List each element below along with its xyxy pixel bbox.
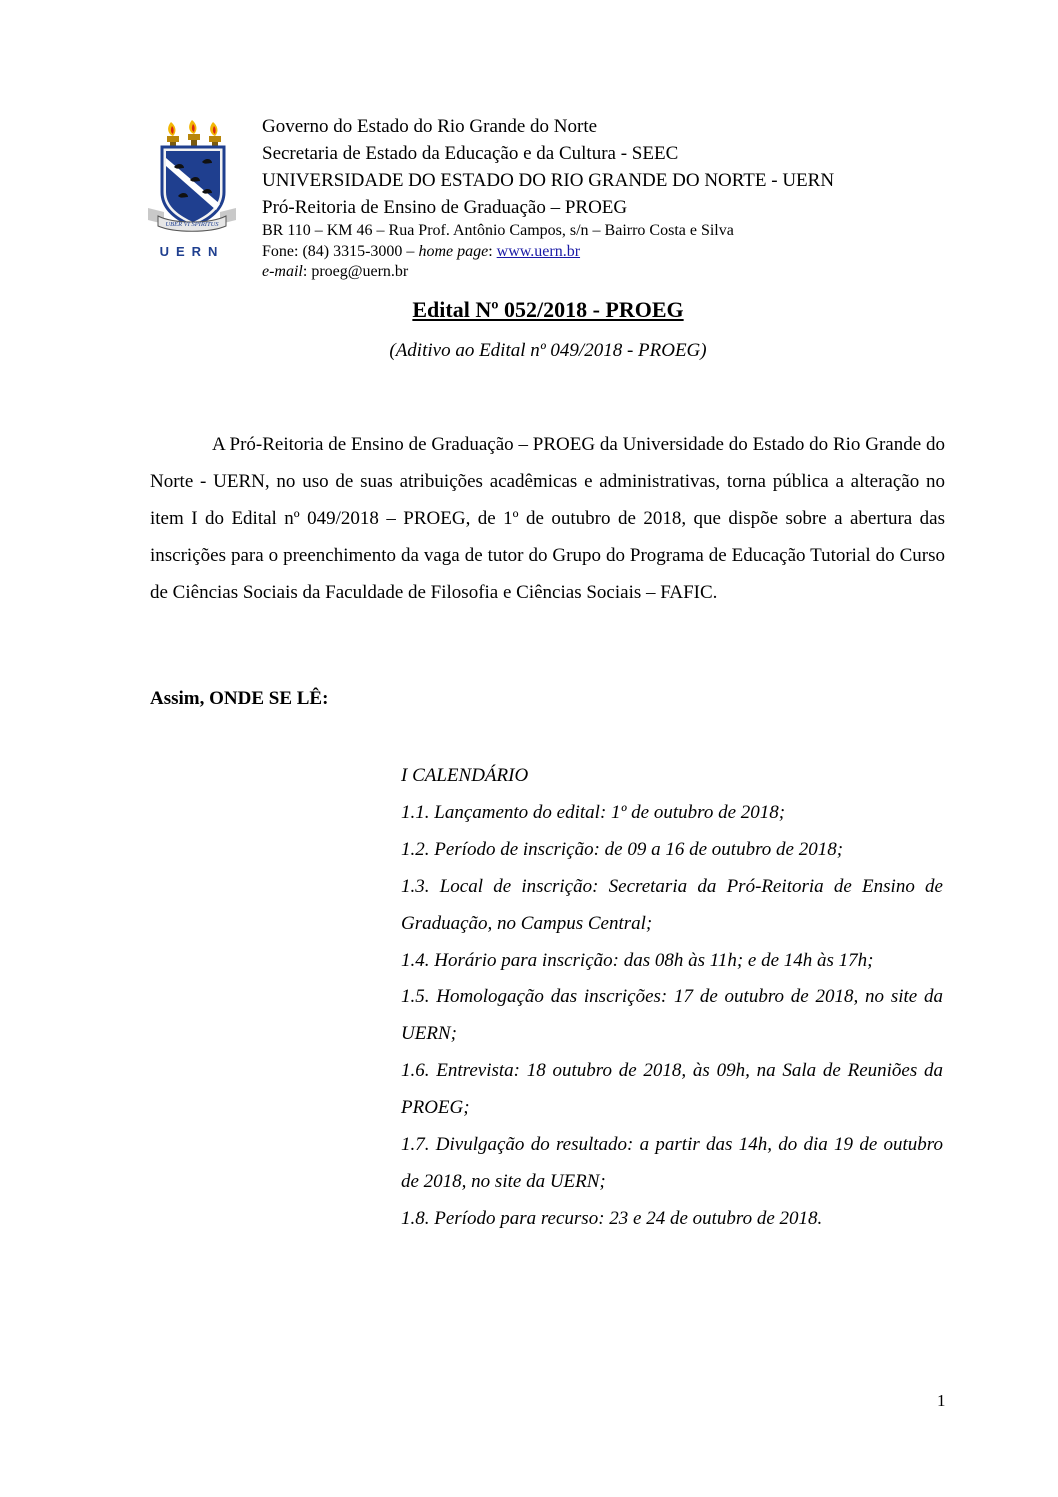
logo-label: UERN — [159, 244, 225, 259]
header-proeg: Pró-Reitoria de Ensino de Graduação – PROEG — [262, 197, 628, 218]
calendar-item: 1.2. Período de inscrição: de 09 a 16 de outubro de 2018; — [401, 838, 844, 860]
header-address: BR 110 – KM 46 – Rua Prof. Antônio Campos, s/n – Bairro Costa e Silva — [262, 222, 734, 239]
calendar-item: 1.6. Entrevista: 18 outubro de 2018, às 09h, na Sala de Reuniões da PROEG; — [401, 1060, 943, 1119]
calendar-heading: I CALENDÁRIO — [401, 765, 529, 786]
uern-coat-of-arms — [144, 112, 240, 264]
section-intro: Assim, ONDE SE LÊ: — [150, 688, 329, 709]
torch-icon — [188, 120, 200, 147]
calendar-item: 1.5. Homologação das inscrições: 17 de outubro de 2018, no site da UERN; — [401, 986, 943, 1045]
logo-motto: UBER VI SPIRITUS — [165, 221, 219, 228]
homepage-label: home page — [418, 242, 489, 260]
homepage-link[interactable]: www.uern.br — [496, 242, 581, 260]
email-value: : proeg@uern.br — [302, 263, 409, 280]
header-government: Governo do Estado do Rio Grande do Norte — [262, 116, 598, 137]
header-university: UNIVERSIDADE DO ESTADO DO RIO GRANDE DO NORTE - UERN — [262, 170, 835, 191]
page-number: 1 — [937, 1391, 946, 1410]
header-secretariat: Secretaria de Estado da Educação e da Cultura - SEEC — [262, 143, 679, 164]
calendar-item: 1.7. Divulgação do resultado: a partir das 14h, do dia 19 de outubro de 2018, no site da UERN; — [401, 1134, 943, 1192]
header-contact — [262, 242, 834, 263]
torch-icon — [167, 122, 179, 147]
homepage-separator: : — [488, 242, 497, 260]
shield-icon — [162, 147, 224, 226]
calendar-item: 1.4. Horário para inscrição: das 08h às 11h; e de 14h às 17h; — [401, 949, 874, 971]
calendar-item: 1.3. Local de inscrição: Secretaria da Pró-Reitoria de Ensino de Graduação, no Campus Central; — [401, 875, 943, 934]
torch-icon — [209, 122, 221, 147]
calendar-item: 1.8. Período para recurso: 23 e 24 de outubro de 2018. — [401, 1207, 823, 1229]
calendar-section — [401, 758, 943, 1238]
header-email — [262, 262, 834, 283]
email-label: e-mail — [262, 263, 303, 280]
body-paragraph: A Pró-Reitoria de Ensino de Graduação – PROEG da Universidade do Estado do Rio Grande do Norte - UERN, no uso de suas atribuições acadêmicas e administrativas, torna pública a alteração no item I do Edital nº 049/2018 – PROEG, de 1º de outubro de 2018, que dispõe sobre a abertura das inscrições para o preenchimento da vaga de tutor do Grupo do Programa de Educação Tutorial do Curso de Ciências Sociais da Faculdade de Filosofia e Ciências Sociais – FAFIC. — [150, 434, 945, 603]
calendar-item: 1.1. Lançamento do edital: 1º de outubro de 2018; — [401, 801, 786, 823]
uern-logo — [144, 112, 240, 264]
document-title: Edital Nº 052/2018 - PROEG — [412, 297, 684, 322]
letterhead — [262, 113, 834, 283]
document-subtitle: (Aditivo ao Edital nº 049/2018 - PROEG) — [389, 340, 707, 361]
header-phone: Fone: (84) 3315-3000 – — [262, 242, 419, 260]
